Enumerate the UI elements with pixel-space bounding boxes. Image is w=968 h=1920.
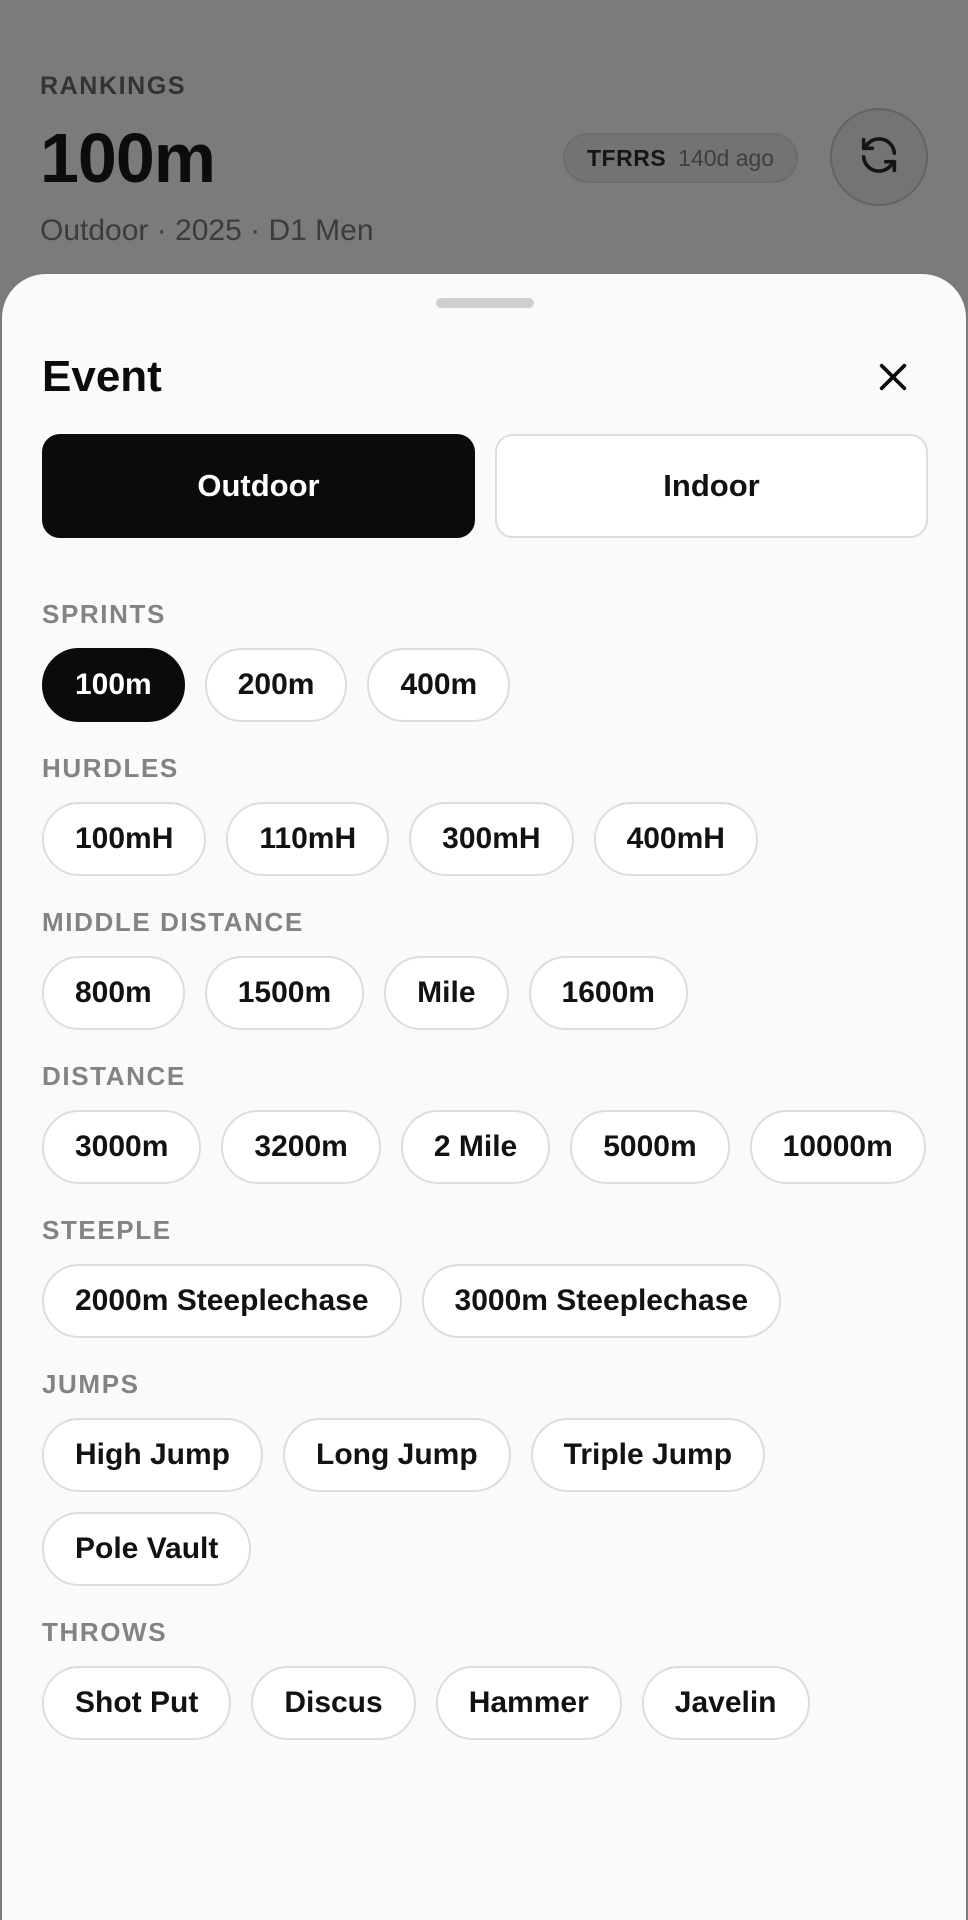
event-group-label: THROWS xyxy=(42,1617,168,1647)
event-chip-list xyxy=(42,1418,932,1586)
event-chip-list xyxy=(42,1666,932,1740)
event-chip-triple-jump[interactable]: Triple Jump xyxy=(531,1418,765,1492)
event-chip-5000m[interactable]: 5000m xyxy=(570,1110,729,1184)
event-group-distance xyxy=(42,1058,932,1184)
event-group-label: JUMPS xyxy=(42,1369,140,1399)
event-chip-list xyxy=(42,648,932,722)
event-group-label: STEEPLE xyxy=(42,1215,172,1245)
page-subtitle: Outdoor · 2025 · D1 Men xyxy=(40,214,374,247)
source-name: TFRRS xyxy=(587,144,667,171)
refresh-icon xyxy=(856,132,902,183)
rankings-header xyxy=(0,0,968,300)
event-chip-400m[interactable]: 400m xyxy=(367,648,510,722)
event-group-throws xyxy=(42,1614,932,1740)
event-picker-sheet xyxy=(2,274,966,1920)
event-chip-list xyxy=(42,1110,932,1184)
event-group-steeple xyxy=(42,1212,932,1338)
event-group-hurdles xyxy=(42,750,932,876)
event-group-label: HURDLES xyxy=(42,753,179,783)
event-group-label: MIDDLE DISTANCE xyxy=(42,907,304,937)
event-chip-3000m[interactable]: 3000m xyxy=(42,1110,201,1184)
event-group-jumps xyxy=(42,1366,932,1586)
event-chip-200m[interactable]: 200m xyxy=(205,648,348,722)
event-group-sprints xyxy=(42,596,932,722)
event-chip-discus[interactable]: Discus xyxy=(251,1666,415,1740)
event-group-label: SPRINTS xyxy=(42,599,166,629)
event-chip-100mh[interactable]: 100mH xyxy=(42,802,206,876)
event-chip-100m[interactable]: 100m xyxy=(42,648,185,722)
event-chip-list xyxy=(42,802,932,876)
source-age: 140d ago xyxy=(678,144,775,171)
season-indoor-button[interactable]: Indoor xyxy=(495,434,928,538)
event-chip-pole-vault[interactable]: Pole Vault xyxy=(42,1512,251,1586)
event-chip-2000m-steeplechase[interactable]: 2000m Steeplechase xyxy=(42,1264,402,1338)
event-chip-hammer[interactable]: Hammer xyxy=(436,1666,622,1740)
data-source-badge xyxy=(563,133,798,183)
event-chip-1500m[interactable]: 1500m xyxy=(205,956,364,1030)
event-group-middle-distance xyxy=(42,904,932,1030)
event-chip-2-mile[interactable]: 2 Mile xyxy=(401,1110,550,1184)
event-chip-110mh[interactable]: 110mH xyxy=(226,802,389,876)
event-chip-list xyxy=(42,956,932,1030)
close-button[interactable] xyxy=(868,354,918,404)
event-chip-mile[interactable]: Mile xyxy=(384,956,508,1030)
refresh-button[interactable] xyxy=(830,108,928,206)
close-icon xyxy=(876,360,910,399)
page-title: 100m xyxy=(40,119,216,197)
event-chip-800m[interactable]: 800m xyxy=(42,956,185,1030)
event-groups xyxy=(42,596,932,1768)
event-chip-300mh[interactable]: 300mH xyxy=(409,802,573,876)
event-chip-javelin[interactable]: Javelin xyxy=(642,1666,810,1740)
event-chip-list xyxy=(42,1264,932,1338)
event-chip-400mh[interactable]: 400mH xyxy=(594,802,758,876)
event-chip-high-jump[interactable]: High Jump xyxy=(42,1418,263,1492)
season-toggle xyxy=(42,434,928,538)
sheet-grabber[interactable] xyxy=(436,298,534,308)
event-chip-3000m-steeplechase[interactable]: 3000m Steeplechase xyxy=(422,1264,782,1338)
event-chip-3200m[interactable]: 3200m xyxy=(221,1110,380,1184)
event-chip-1600m[interactable]: 1600m xyxy=(529,956,688,1030)
section-eyebrow: RANKINGS xyxy=(40,72,187,100)
sheet-title: Event xyxy=(42,352,162,401)
event-chip-10000m[interactable]: 10000m xyxy=(750,1110,926,1184)
event-chip-long-jump[interactable]: Long Jump xyxy=(283,1418,511,1492)
season-outdoor-button[interactable]: Outdoor xyxy=(42,434,475,538)
event-chip-shot-put[interactable]: Shot Put xyxy=(42,1666,231,1740)
event-group-label: DISTANCE xyxy=(42,1061,186,1091)
